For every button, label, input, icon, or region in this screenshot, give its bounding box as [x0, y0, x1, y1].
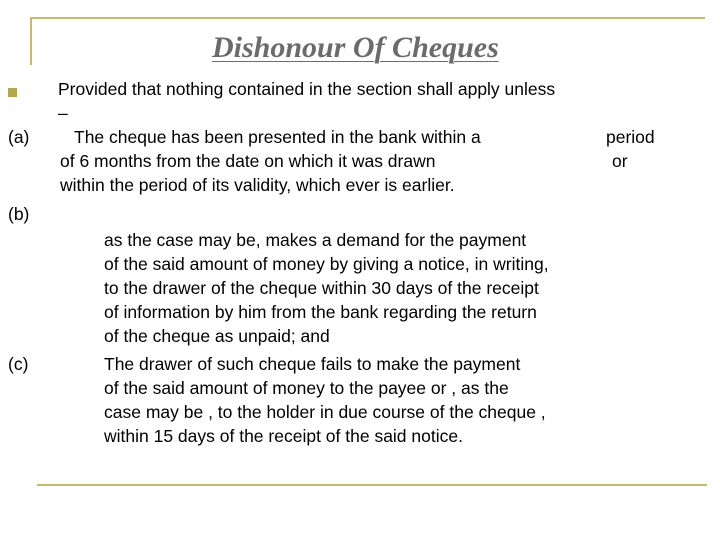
item-a-line-2: of 6 months from the date on which it was drawn: [60, 151, 436, 171]
item-a-gap-word-2: or: [612, 151, 628, 171]
item-b-line-2: of the said amount of money by giving a notice, in writing,: [104, 254, 549, 274]
frame-top-line: [30, 17, 705, 19]
frame-left-line: [30, 17, 32, 65]
item-a-line-3: within the period of its validity, which ever is earlier.: [60, 175, 455, 195]
item-c-line-3: case may be , to the holder in due course of the cheque ,: [104, 402, 546, 422]
item-b-line-3: to the drawer of the cheque within 30 days of the receipt: [104, 278, 539, 298]
item-a-label: (a): [8, 127, 30, 147]
item-b-label: (b): [8, 204, 30, 224]
item-a-text: [60, 125, 674, 197]
slide-title: Dishonour Of Cheques: [212, 31, 499, 64]
item-b-line-5: of the cheque as unpaid; and: [104, 326, 330, 346]
item-c-text: [104, 352, 546, 448]
item-c-label: (c): [8, 354, 29, 374]
item-c-line-4: within 15 days of the receipt of the said notice.: [104, 426, 463, 446]
item-a-gap-word-1: period: [606, 127, 655, 147]
item-c-line-2: of the said amount of money to the payee or , as the: [104, 378, 509, 398]
square-bullet-icon: [8, 88, 17, 97]
item-a-line-1: The cheque has been presented in the bank within a: [74, 127, 481, 147]
lead-dash: –: [58, 103, 68, 123]
lead-line: Provided that nothing contained in the section shall apply unless: [58, 79, 556, 99]
item-b-text: [104, 228, 549, 348]
item-c-line-1: The drawer of such cheque fails to make the payment: [104, 354, 521, 374]
item-b-line-1: as the case may be, makes a demand for the payment: [104, 230, 527, 250]
frame-bottom-line: [37, 484, 707, 486]
item-b-line-4: of information by him from the bank regarding the return: [104, 302, 537, 322]
